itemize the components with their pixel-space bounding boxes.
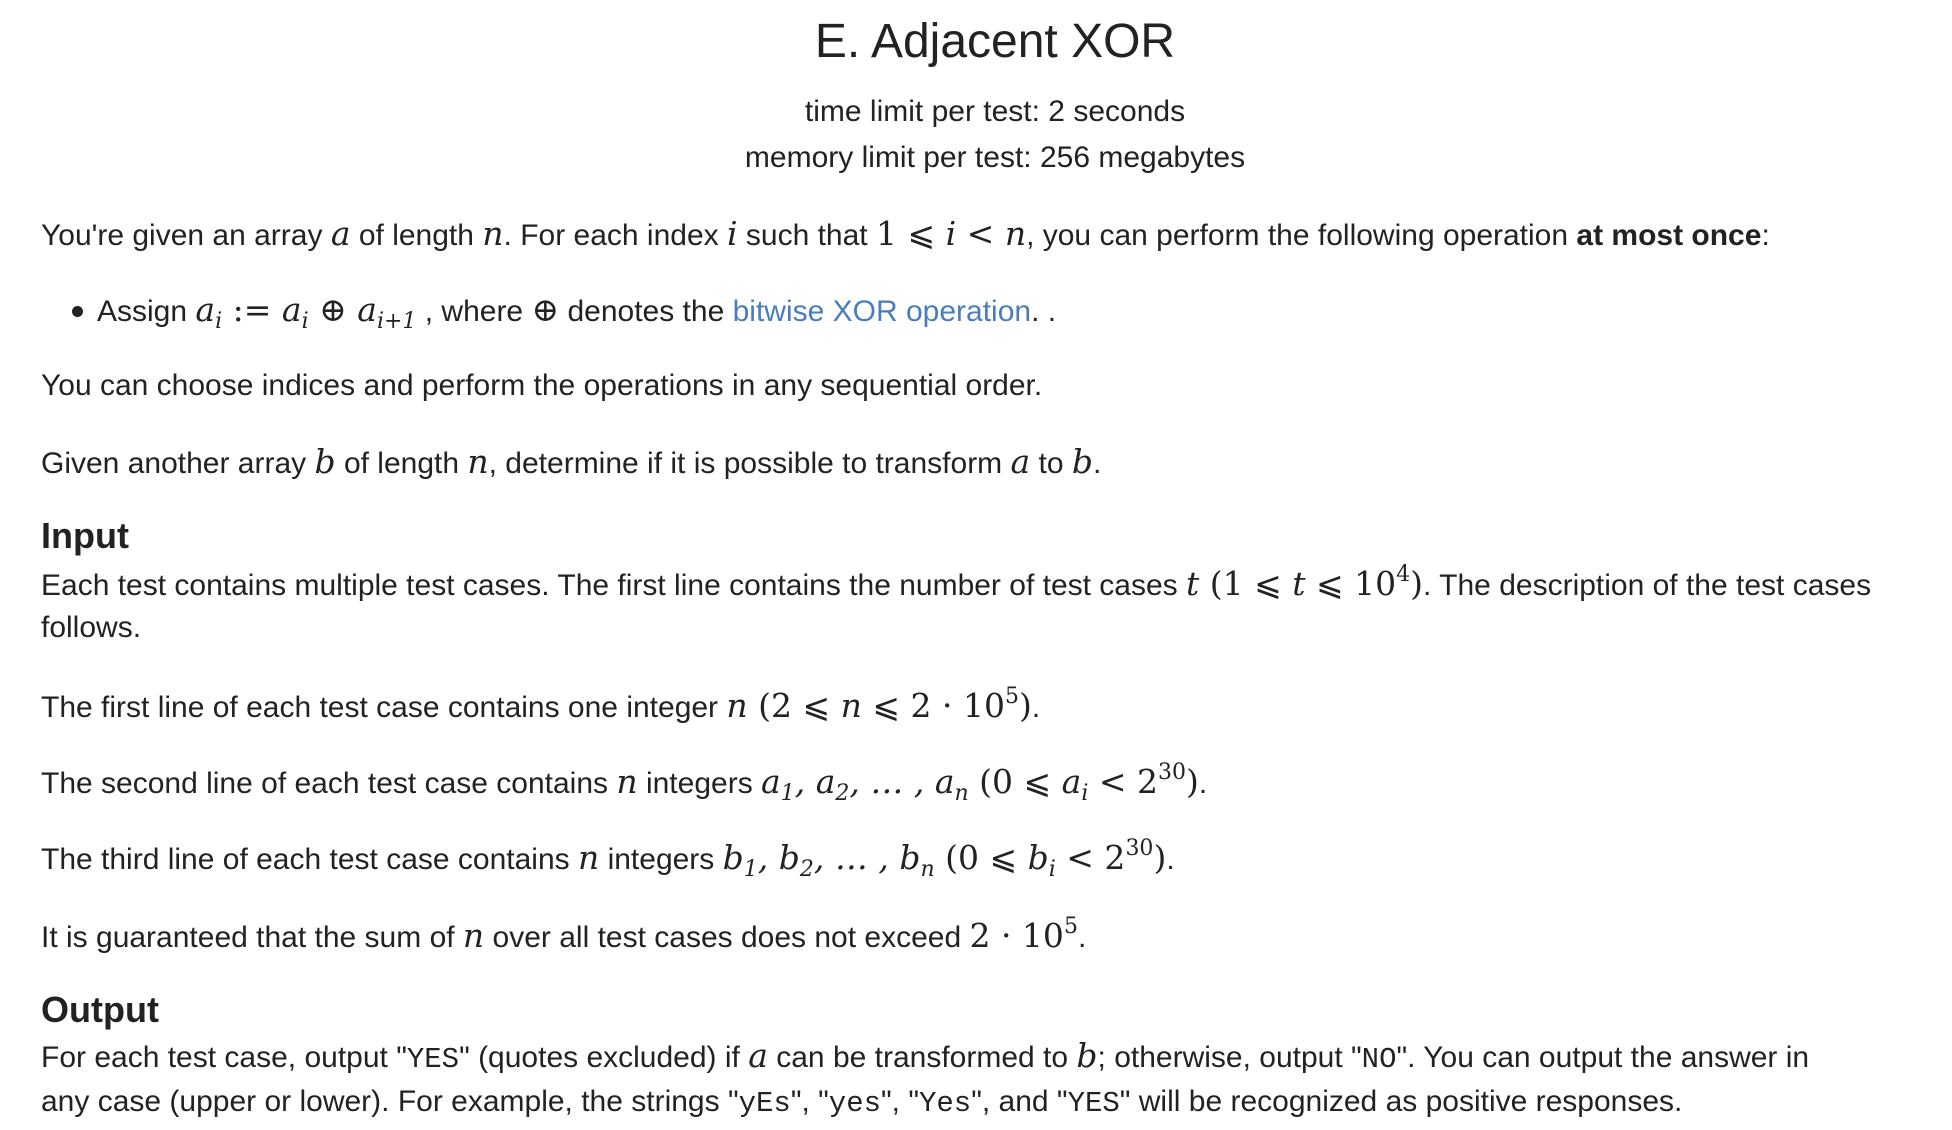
- output-line-1: For each test case, output "YES" (quotes excluded) if a can be transformed to b; otherwise, output "NO". You can output the answer in: [41, 1036, 1810, 1076]
- bitwise-xor-link[interactable]: bitwise XOR operation: [732, 295, 1032, 328]
- statement-paragraph-1: You're given an array a of length n. For each index i such that 1 ⩽ i < n, you can perform the following operation at most once:: [41, 214, 1770, 253]
- input-line-1-cont: follows.: [41, 611, 142, 644]
- input-line-5: It is guaranteed that the sum of n over all test cases does not exceed $2 \cdot 10^5$.: [41, 914, 1087, 955]
- operation-bullet: Assign $a_i$ := $a_i$ ⊕ $a_{i+1}$ , where ⊕ denotes the bitwise XOR operation. .: [97, 290, 1057, 334]
- output-line-2: any case (upper or lower). For example, the strings "yEs", "yes", "Yes", and "YES" will be recognized as positive responses.: [41, 1085, 1683, 1120]
- input-line-1: Each test contains multiple test cases. The first line contains the number of test cases t (1 ⩽ t ⩽ $10^4$). The description of the test cases: [41, 562, 1872, 603]
- time-limit: time limit per test: 2 seconds: [804, 95, 1186, 128]
- statement-paragraph-3: Given another array b of length n, determine if it is possible to transform a to b.: [41, 442, 1102, 481]
- input-heading: Input: [41, 515, 129, 556]
- bullet-marker: [72, 306, 83, 317]
- output-heading: Output: [41, 989, 159, 1030]
- input-line-4: The third line of each test case contains n integers $b_1$, $b_2$, … , $b_n$ (0 ⩽ $b_i < 2^{30}$).: [41, 836, 1175, 882]
- statement-paragraph-2: You can choose indices and perform the operations in any sequential order.: [41, 369, 1043, 402]
- memory-limit: memory limit per test: 256 megabytes: [744, 141, 1246, 174]
- input-line-2: The first line of each test case contains one integer n (2 ⩽ n ⩽ $2 \cdot 10^5$).: [41, 684, 1041, 725]
- problem-title: E. Adjacent XOR: [814, 15, 1176, 68]
- input-line-3: The second line of each test case contains n integers $a_1$, $a_2$, … , $a_n$ (0 ⩽ $a_i < 2^{30}$).: [41, 760, 1208, 806]
